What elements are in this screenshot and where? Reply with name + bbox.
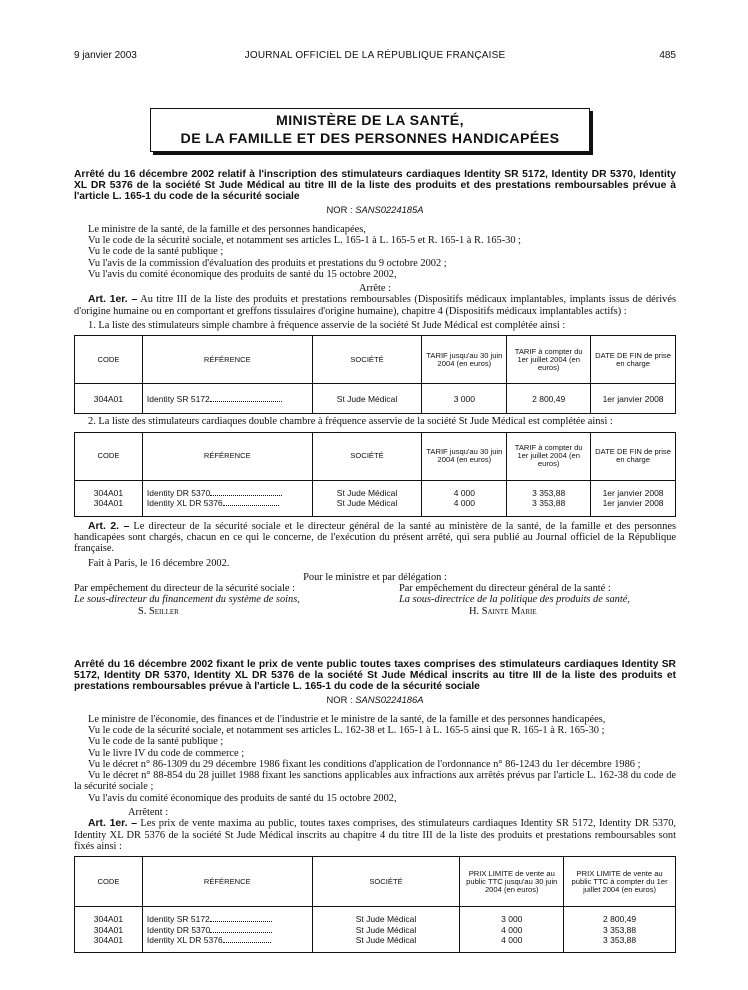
preamble-line: Vu le code de la santé publique ; <box>88 736 224 748</box>
preamble-line: Le ministre de l'économie, des finances et de l'industrie et le ministre de la santé, de la famille et des personnes handicapées, <box>88 713 606 725</box>
col-header-reference: RÉFÉRENCE <box>142 857 312 907</box>
cell-company: St Jude Médical <box>312 384 422 414</box>
cell-reference: Identity DR 5370 Identity XL DR 5376 <box>142 480 312 516</box>
decree-1-preamble <box>74 224 676 280</box>
preamble-line: Vu le décret n° 86-1309 du 29 décembre 1986 fixant les conditions d'application de l'ordonnance n° 86-1243 du 1er décembre 1986 ; <box>88 758 641 770</box>
place-date: Fait à Paris, le 16 décembre 2002. <box>88 557 230 569</box>
col-header-code: CODE <box>75 432 143 480</box>
cell-price-from: 2 800,49 3 353,88 3 353,88 <box>564 907 676 953</box>
preamble-line: Vu l'avis du comité économique des produits de santé du 15 octobre 2002, <box>88 268 397 280</box>
article-1-label: Art. 1er. – <box>88 294 138 306</box>
decree-2-preamble <box>74 714 676 804</box>
decree-1-title: Arrêté du 16 décembre 2002 relatif à l'inscription des stimulateurs cardiaques Identity SR 5172, Identity DR 5370, Identity XL DR 5376 de la société St Jude Médical au titre III de la liste des produits et des prestations remboursables prévue à l'article L. 165-1 du code de la sécurité sociale <box>74 169 676 202</box>
page-number: 485 <box>659 50 676 61</box>
item-1: 1. La liste des stimulateurs simple chambre à fréquence asservie de la société St Jude Médical est complétée ainsi : <box>88 320 566 332</box>
signature-left: Par empêchement du directeur de la sécurité sociale : Le sous-directeur du financement du système de soins, S. Seiller <box>74 583 300 617</box>
cell-company: St Jude Médical St Jude Médical <box>312 480 422 516</box>
preamble-line: Le ministre de la santé, de la famille et des personnes handicapées, <box>88 223 366 235</box>
issue-date: 9 janvier 2003 <box>74 50 137 61</box>
col-header-reference: RÉFÉRENCE <box>142 336 312 384</box>
nor-code: SANS0224186A <box>355 694 424 706</box>
col-header-company: SOCIÉTÉ <box>312 336 422 384</box>
cell-tariff-until: 4 000 4 000 <box>422 480 507 516</box>
cell-code: 304A01 304A01 304A01 <box>75 907 143 953</box>
col-header-tariff-until: TARIF jusqu'au 30 juin 2004 (en euros) <box>422 432 507 480</box>
ministry-heading-box <box>150 108 590 152</box>
nor-label: NOR : <box>326 694 353 706</box>
arrete-label: Arrête : <box>358 283 392 295</box>
signature-right: Par empêchement du directeur général de la santé : La sous-directrice de la politique des produits de santé, H. Sainte Marie <box>399 583 630 617</box>
tariff-table-2 <box>74 432 676 517</box>
journal-title: JOURNAL OFFICIEL DE LA RÉPUBLIQUE FRANÇAISE <box>244 50 506 61</box>
col-header-tariff-from: TARIF à compter du 1er juillet 2004 (en euros) <box>507 336 591 384</box>
cell-tariff-until: 3 000 <box>422 384 507 414</box>
col-header-company: SOCIÉTÉ <box>312 857 460 907</box>
nor-code: SANS0224185A <box>355 204 424 216</box>
col-header-code: CODE <box>75 857 143 907</box>
col-header-company: SOCIÉTÉ <box>312 432 422 480</box>
article-2-label: Art. 2. – <box>88 520 130 532</box>
decree-2-title: Arrêté du 16 décembre 2002 fixant le prix de vente public toutes taxes comprises des stimulateurs cardiaques Identity SR 5172, Identity DR 5370, Identity XL DR 5376 de la société St Jude Médical inscrits au titre III de la liste des produits et prestations remboursables prévue à l'article L. 165-1 du code de la sécurité sociale <box>74 659 676 692</box>
article-1 <box>74 818 676 852</box>
cell-company: St Jude Médical St Jude Médical St Jude Médical <box>312 907 460 953</box>
arretent-label: Arrêtent : <box>128 807 169 819</box>
cell-tariff-from: 2 800,49 <box>507 384 591 414</box>
col-header-price-until: PRIX LIMITE de vente au public TTC jusqu'au 30 juin 2004 (en euros) <box>460 857 564 907</box>
cell-reference: Identity SR 5172 <box>142 384 312 414</box>
col-header-code: CODE <box>75 336 143 384</box>
cell-code: 304A01 <box>75 384 143 414</box>
ministry-line-2: DE LA FAMILLE ET DES PERSONNES HANDICAPÉES <box>180 131 560 147</box>
table-row <box>75 907 676 953</box>
article-1 <box>74 294 676 317</box>
col-header-tariff-from: TARIF à compter du 1er juillet 2004 (en euros) <box>507 432 591 480</box>
col-header-price-from: PRIX LIMITE de vente au public TTC à compter du 1er juillet 2004 (en euros) <box>564 857 676 907</box>
ministry-line-1: MINISTÈRE DE LA SANTÉ, <box>276 113 464 129</box>
cell-reference: Identity SR 5172 Identity DR 5370 Identity XL DR 5376 <box>142 907 312 953</box>
item-2: 2. La liste des stimulateurs cardiaques double chambre à fréquence asservie de la société St Jude Médical est complétée ainsi : <box>88 416 613 428</box>
preamble-line: Vu l'avis de la commission d'évaluation des produits et prestations du 9 octobre 2002 ; <box>88 257 447 269</box>
running-header <box>74 50 676 64</box>
tariff-table-1 <box>74 335 676 414</box>
table-row <box>75 384 676 414</box>
preamble-line: Vu l'avis du comité économique des produits de santé du 15 octobre 2002, <box>88 792 397 804</box>
decree-1 <box>74 170 676 617</box>
delegation-line: Pour le ministre et par délégation : <box>303 571 447 583</box>
preamble-line: Vu le code de la santé publique ; <box>88 246 224 258</box>
price-table <box>74 856 676 953</box>
cell-code: 304A01 304A01 <box>75 480 143 516</box>
col-header-tariff-until: TARIF jusqu'au 30 juin 2004 (en euros) <box>422 336 507 384</box>
cell-end-date: 1er janvier 2008 <box>591 384 676 414</box>
preamble-line: Vu le livre IV du code de commerce ; <box>88 747 245 759</box>
article-1-text: Les prix de vente maxima au public, toutes taxes comprises, des stimulateurs cardiaques Identity SR 5172, Identity DR 5370, Identity XL DR 5376 de la société St Jude Médical inscrits au chapitre 4 du titre III de la liste des produits et prestations remboursables sont fixés ainsi : <box>74 818 676 852</box>
nor-label: NOR : <box>326 204 353 216</box>
article-1-text: Au titre III de la liste des produits et prestations remboursables (Dispositifs médicaux implantables, implants issus de dérivés d'origine humaine ou en comportant et greffons tissulaires d'origine humaine), chapitre 4 (Dispositifs médicaux implantables actifs) : <box>74 294 676 317</box>
signatures <box>74 583 676 617</box>
preamble-line: Vu le code de la sécurité sociale, et notamment ses articles L. 165-1 à L. 165-5 et R. 165-1 à R. 165-30 ; <box>88 234 522 246</box>
article-2-text: Le directeur de la sécurité sociale et le directeur général de la santé au ministère de la santé, de la famille et des personnes handicapées sont chargés, chacun en ce qui le concerne, de l'exécution du présent arrêté, qui sera publié au Journal officiel de la République française. <box>74 520 676 555</box>
decree-2-nor <box>74 694 676 705</box>
col-header-end-date: DATE DE FIN de prise en charge <box>591 336 676 384</box>
article-1-label: Art. 1er. – <box>88 818 137 830</box>
decree-1-nor <box>74 204 676 215</box>
col-header-reference: RÉFÉRENCE <box>142 432 312 480</box>
article-2 <box>74 521 676 555</box>
cell-end-date: 1er janvier 2008 1er janvier 2008 <box>591 480 676 516</box>
preamble-line: Vu le décret n° 88-854 du 28 juillet 1988 fixant les sanctions applicables aux infractions aux arrêtés prévus par l'article L. 162-38 du code de la sécurité sociale ; <box>74 770 676 793</box>
preamble-line: Vu le code de la sécurité sociale, et notamment ses articles L. 162-38 et L. 165-1 à L. 165-5 ainsi que R. 165-1 à R. 165-30 ; <box>88 724 605 736</box>
cell-tariff-from: 3 353,88 3 353,88 <box>507 480 591 516</box>
col-header-end-date: DATE DE FIN de prise en charge <box>591 432 676 480</box>
cell-price-until: 3 000 4 000 4 000 <box>460 907 564 953</box>
decree-2 <box>74 660 676 953</box>
table-row <box>75 480 676 516</box>
